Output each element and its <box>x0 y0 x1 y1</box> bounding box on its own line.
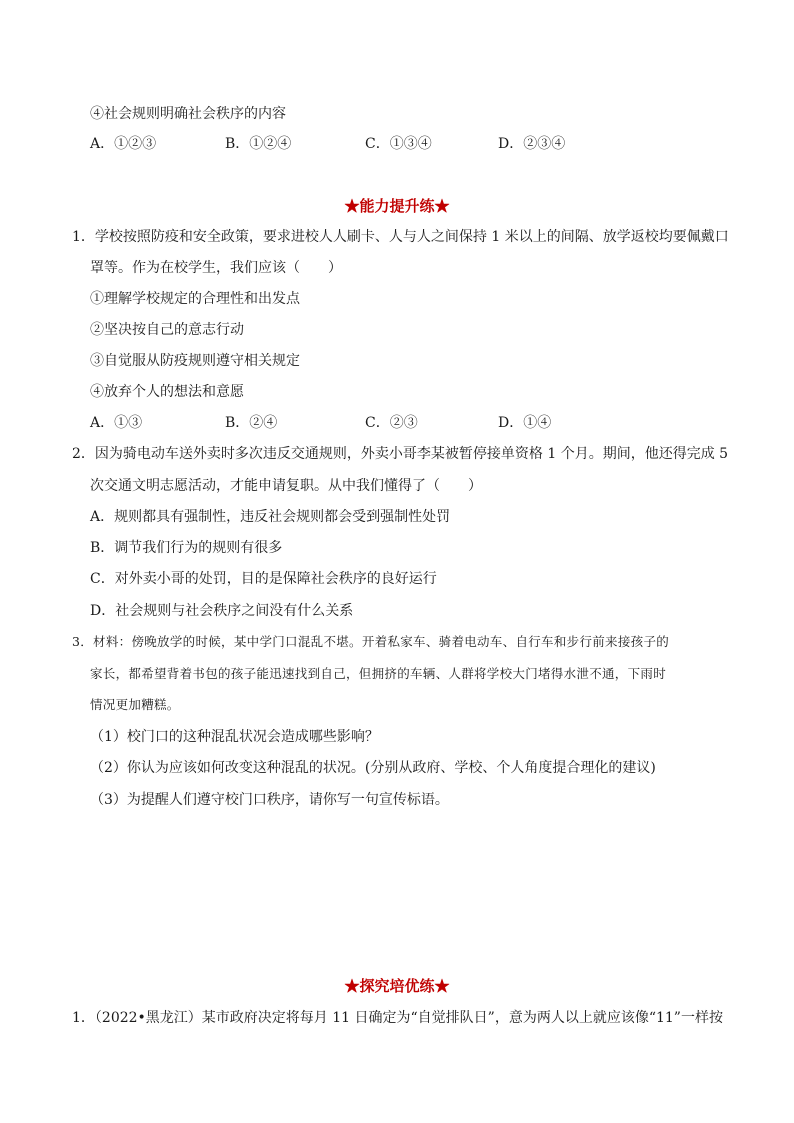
section-title-explore: ★探究培优练★ <box>344 977 450 995</box>
section-title-ability: ★能力提升练★ <box>344 197 450 215</box>
option-a[interactable]: A．①②③ <box>90 136 157 152</box>
q3-sub-question-2: （2）你认为应该如何改变这种混乱的状况。(分别从政府、学校、个人角度提合理化的建议) <box>90 760 656 776</box>
q3-material-line3: 情况更加糟糕。 <box>90 697 180 712</box>
s2-q1-line1: 1．（2022•黑龙江）某市政府决定将每月 11 日确定为“自觉排队日”，意为两人以上就应该像“11”一样按 <box>72 1010 723 1026</box>
q1-item-2: ②坚决按自己的意志行动 <box>90 322 244 338</box>
q3-material-line2: 家长，都希望背着书包的孩子能迅速找到自己，但拥挤的车辆、人群将学校大门堵得水泄不通，下雨时 <box>90 666 667 681</box>
q2-stem-line1: 2．因为骑电动车送外卖时多次违反交通规则，外卖小哥李某被暂停接单资格 1 个月。期间，他还得完成 5 <box>72 446 729 462</box>
q3-sub-question-3: （3）为提醒人们遵守校门口秩序，请你写一句宣传标语。 <box>90 792 449 808</box>
q2-option-c[interactable]: C．对外卖小哥的处罚，目的是保障社会秩序的良好运行 <box>90 571 437 587</box>
q2-option-b[interactable]: B．调节我们行为的规则有很多 <box>90 540 283 556</box>
option-d[interactable]: D．②③④ <box>498 136 566 152</box>
q1-option-c[interactable]: C．②③ <box>365 415 418 431</box>
q1-item-1: ①理解学校规定的合理性和出发点 <box>90 291 300 307</box>
option-c[interactable]: C．①③④ <box>365 136 432 152</box>
q3-material-line1: 3．材料：傍晚放学的时候，某中学门口混乱不堪。开着私家车、骑着电动车、自行车和步行前来接孩子的 <box>72 634 670 649</box>
q2-option-a[interactable]: A．规则都具有强制性，违反社会规则都会受到强制性处罚 <box>90 509 451 525</box>
q1-item-3: ③自觉服从防疫规则遵守相关规定 <box>90 353 300 369</box>
q1-stem-line1: 1．学校按照防疫和安全政策，要求进校人人刷卡、人与人之间保持 1 米以上的间隔、放学返校均要佩戴口 <box>72 229 729 245</box>
item-4: ④社会规则明确社会秩序的内容 <box>90 106 286 122</box>
q1-stem-line2: 罩等。作为在校学生，我们应该（ ） <box>90 260 342 276</box>
q2-stem-line2: 次交通文明志愿活动，才能申请复职。从中我们懂得了（ ） <box>90 478 482 494</box>
q1-item-4: ④放弃个人的想法和意愿 <box>90 384 244 400</box>
q2-option-d[interactable]: D．社会规则与社会秩序之间没有什么关系 <box>90 603 354 619</box>
q1-option-b[interactable]: B．②④ <box>225 415 278 431</box>
q3-sub-question-1: （1）校门口的这种混乱状况会造成哪些影响？ <box>90 729 379 745</box>
option-b[interactable]: B．①②④ <box>225 136 292 152</box>
q1-option-d[interactable]: D．①④ <box>498 415 552 431</box>
q1-option-a[interactable]: A．①③ <box>90 415 143 431</box>
